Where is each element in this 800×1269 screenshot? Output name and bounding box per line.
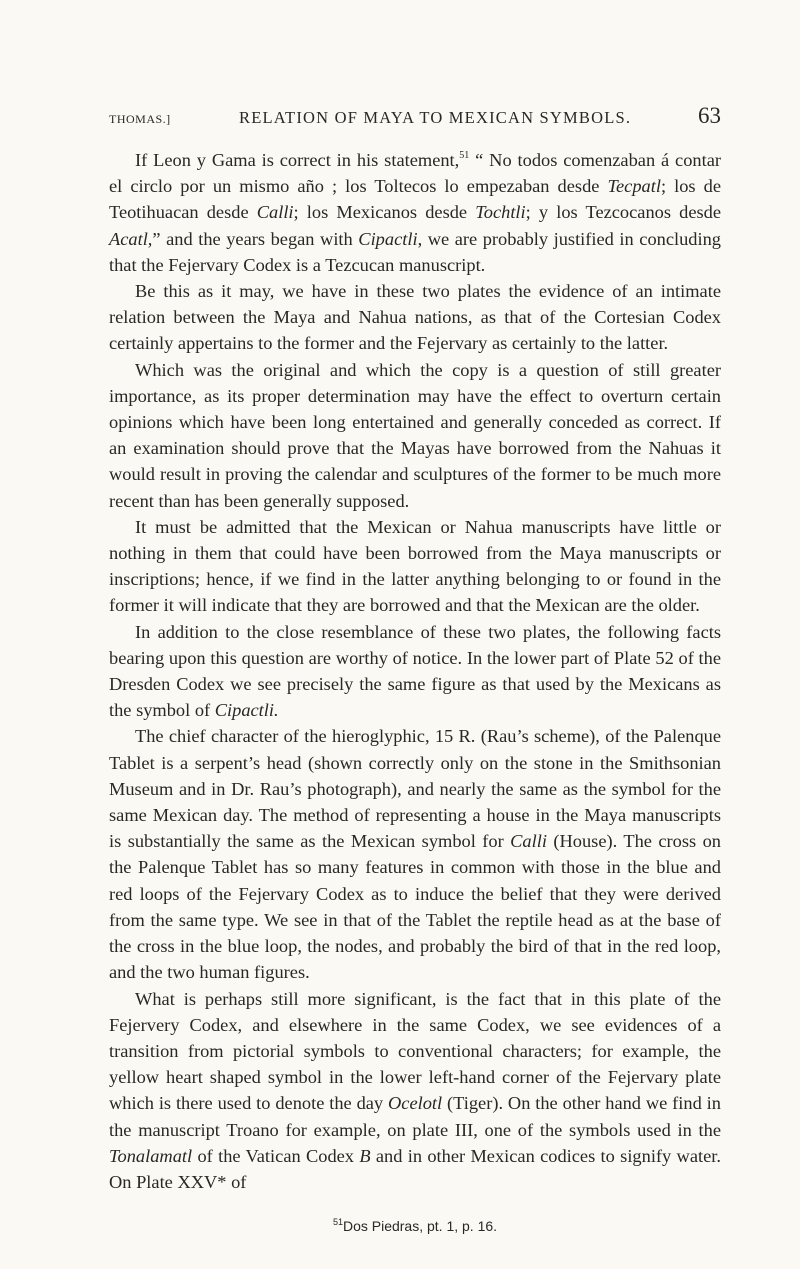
paragraph: Which was the original and which the copy is a question of still greater importance, as its proper determination may have the effect to overturn certain opinions which have been long entertained and generally conceded as correct. If an examination should prove that the Mayas have borrowed from the Nahuas it would result in proving the calendar and sculptures of the former to be much more recent than has been generally supposed. <box>109 359 721 511</box>
footnote-marker: 51 <box>332 1217 343 1227</box>
page-number: 63 <box>698 103 721 128</box>
paragraph: The chief character of the hieroglyphic, 15 R. (Rau’s scheme), of the Palenque Tablet is a serpent’s head (shown correctly only on the stone in the Smithsonian Museum and in Dr. Rau’s photograph), and nearly the same as the symbol for the same Mexican day. The method of representing a house in the Maya manuscripts is substantially the same as the Mexican symbol for Calli (House). The cross on the Palenque Tablet has so many features in common with those in the blue and red loops of the Fejervary Codex as to induce the belief that they were derived from the same type. We see in that of the Tablet the reptile head as at the base of the cross in the blue loop, the nodes, and probably the bird of that in the red loop, and the two human figures. <box>109 726 721 983</box>
body-text <box>109 147 721 1195</box>
running-title: RELATION OF MAYA TO MEXICAN SYMBOLS. <box>239 108 632 127</box>
paragraph: If Leon y Gama is correct in his statement,$^{51}$ “ No todos comenzaban á contar el circlo por un mismo año ; los Toltecos lo empezaban desde Tecpatl; los de Teotihuacan desde Calli; los Mexicanos desde Tochtli; y los Tezcocanos desde Acatl,” and the years began with Cipactli, we are probably justified in concluding that the Fejervary Codex is a Tezcucan manuscript. <box>109 150 722 275</box>
footnote <box>109 1218 721 1234</box>
paragraph: Be this as it may, we have in these two plates the evidence of an intimate relation between the Maya and Nahua nations, as that of the Cortesian Codex certainly appertains to the former and the Fejervary as certainly to the latter. <box>109 281 721 354</box>
footnote-ref: 51 <box>459 150 470 161</box>
running-header <box>109 103 721 134</box>
paragraph: It must be admitted that the Mexican or Nahua manuscripts have little or nothing in them that could have been borrowed from the Maya manuscripts or inscriptions; hence, if we find in the latter anything belonging to or found in the former it will indicate that they are borrowed and that the Mexican are the older. <box>109 516 721 616</box>
paragraph: What is perhaps still more significant, is the fact that in this plate of the Fejervery Codex, and elsewhere in the same Codex, we see evidences of a transition from pictorial symbols to conventional characters; for example, the yellow heart shaped symbol in the lower left-hand corner of the Fejervary plate which is there used to denote the day Ocelotl (Tiger). On the other hand we find in the manuscript Troano for example, on plate III, one of the symbols used in the Tonalamatl of the Vatican Codex B and in other Mexican codices to signify water. On Plate XXV* of <box>109 988 721 1192</box>
footnote-text: Dos Piedras, pt. 1, p. 16. <box>342 1218 498 1234</box>
paragraph: In addition to the close resemblance of these two plates, the following facts bearing upon this question are worthy of notice. In the lower part of Plate 52 of the Dresden Codex we see precisely the same figure as that used by the Mexicans as the symbol of Cipactli. <box>109 621 721 721</box>
running-author: THOMAS.] <box>109 112 171 126</box>
